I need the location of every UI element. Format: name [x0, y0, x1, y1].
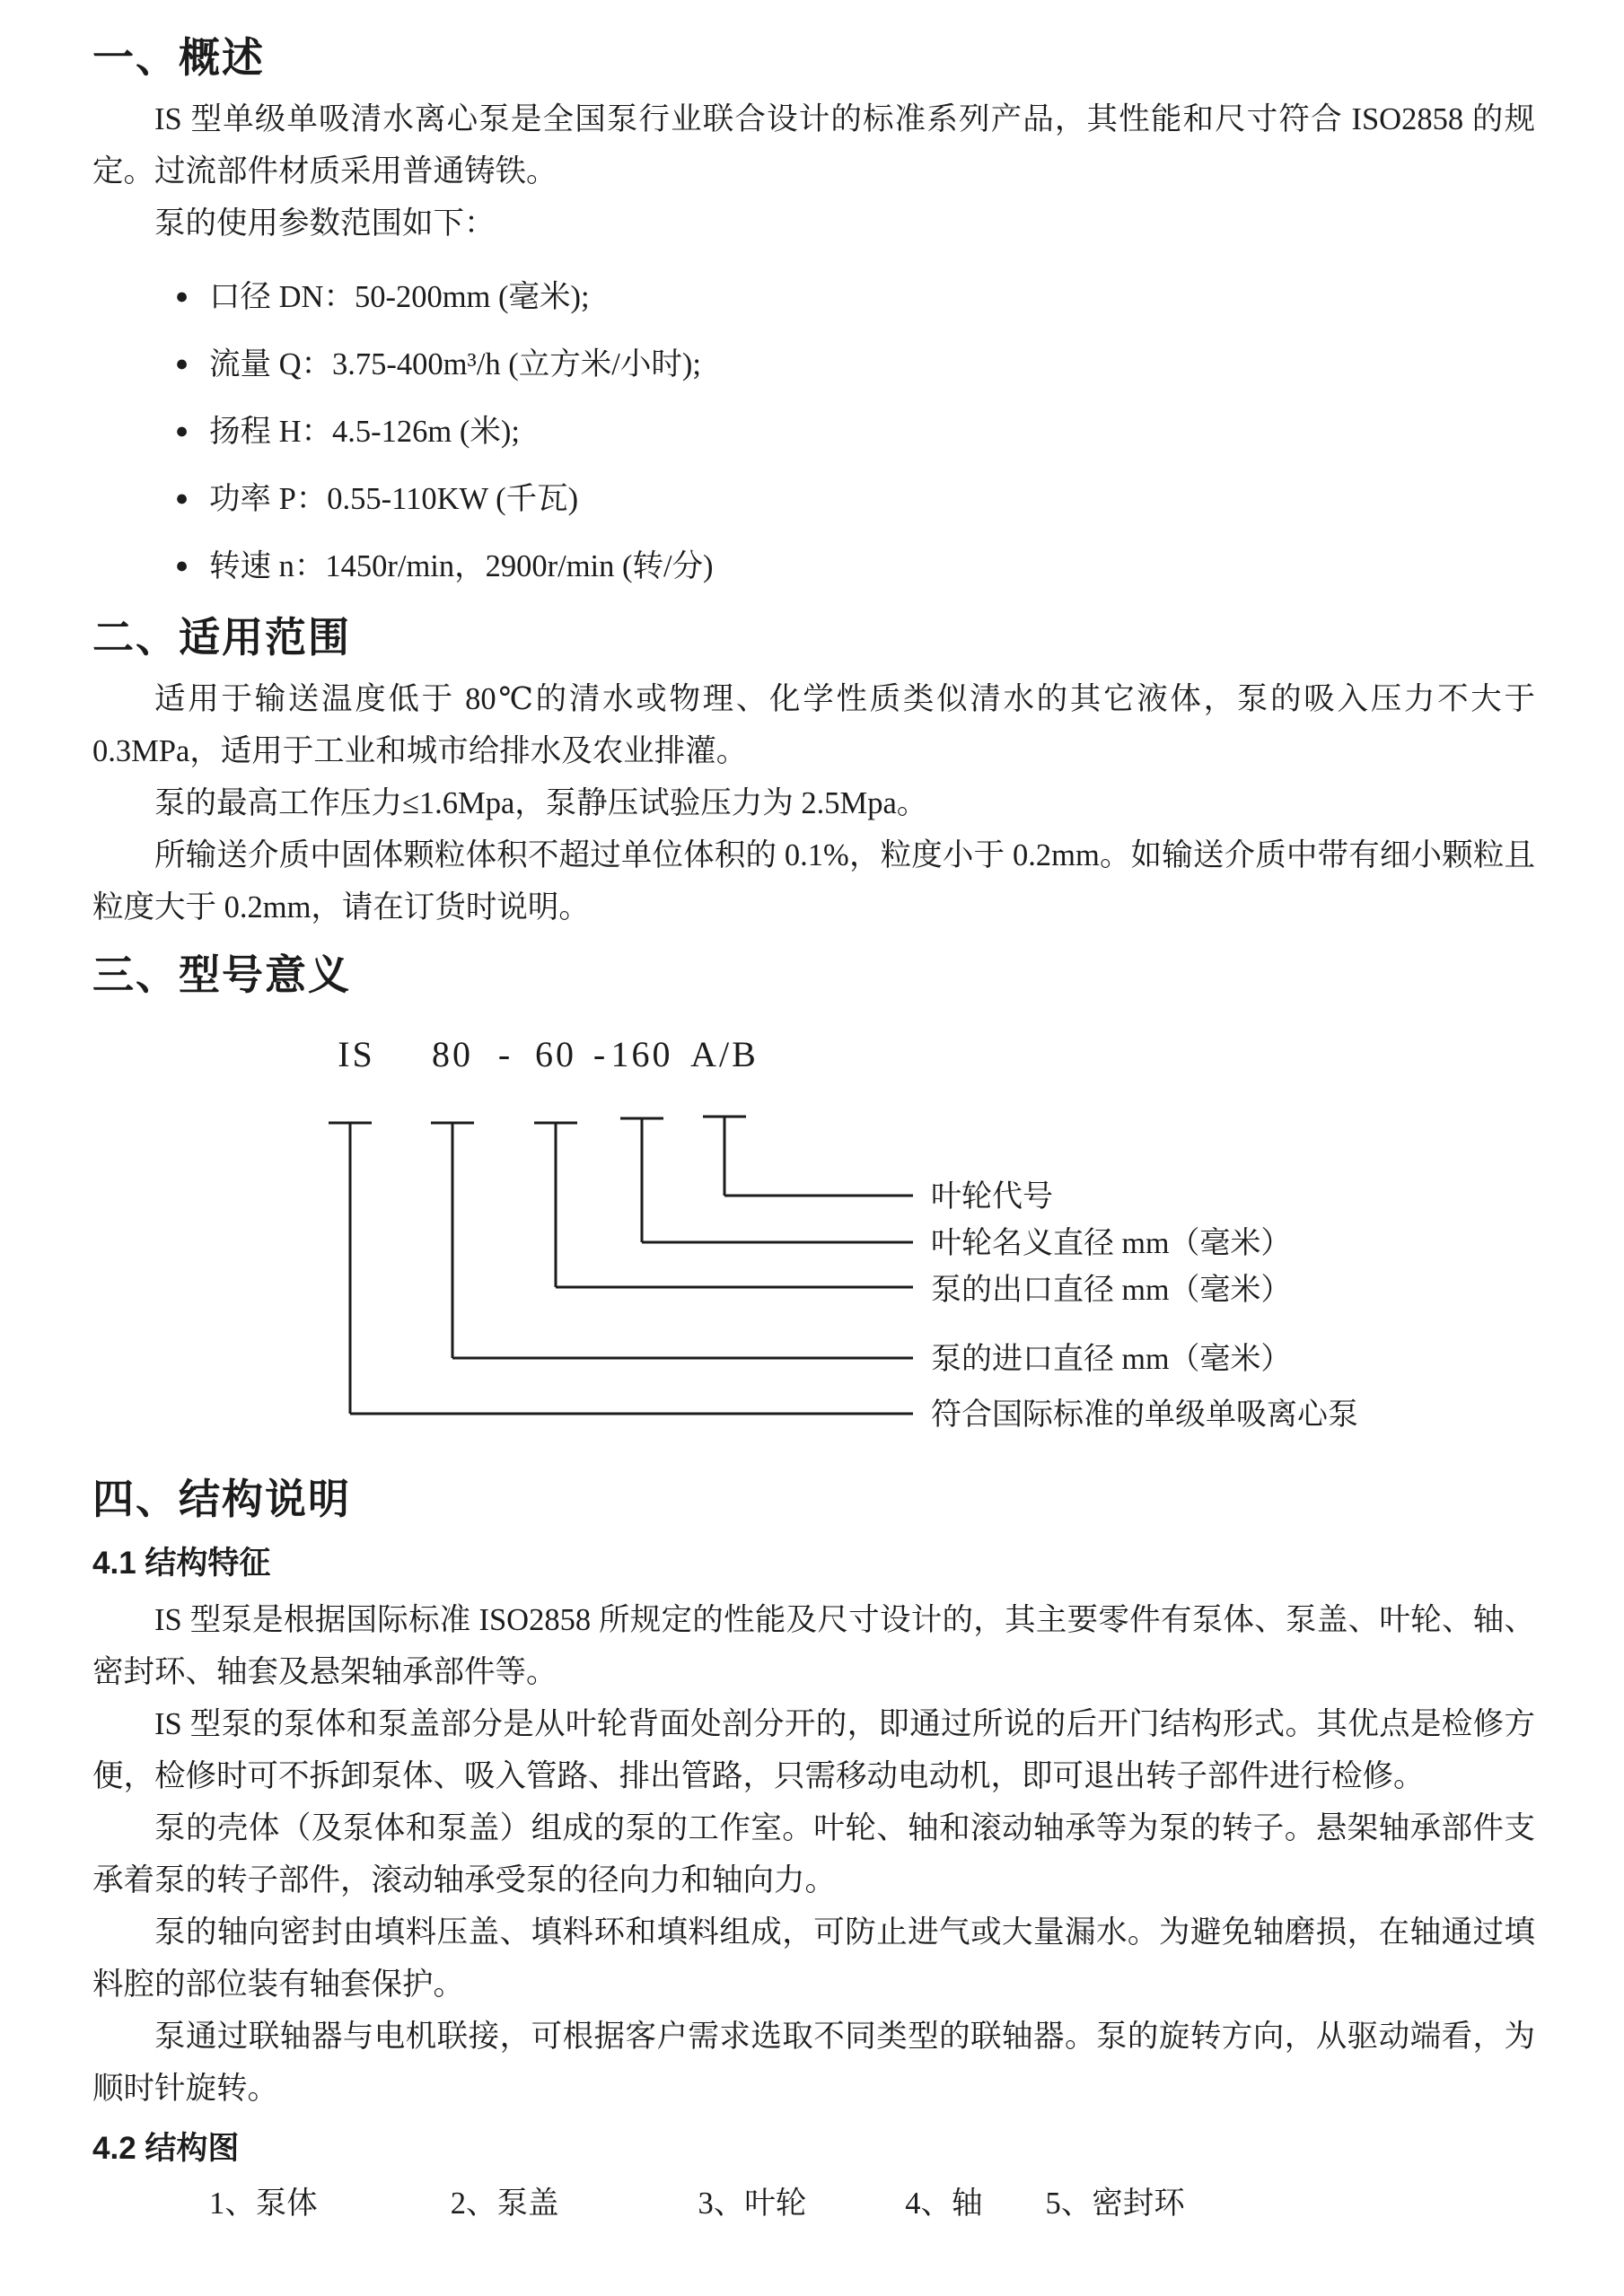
model-code-series: IS — [338, 1034, 375, 1074]
bullet-icon: ● — [175, 554, 189, 578]
part-label: 3、叶轮 — [698, 2186, 807, 2221]
param-item — [175, 540, 1535, 596]
model-code-inlet: 80 — [432, 1034, 473, 1074]
overview-paragraph: IS 型单级单吸清水离心泵是全国泵行业联合设计的标准系列产品，其性能和尺寸符合 ISO2858 的规定。过流部件材质采用普通铸铁。 — [92, 102, 1535, 188]
part-label: 5、密封环 — [1045, 2186, 1185, 2221]
section-4-heading: 四、结构说明 — [92, 1476, 351, 1522]
model-label-inlet-diameter: 泵的进口直径 mm（毫米） — [931, 1343, 1292, 1376]
param-text: 口径 DN：50-200mm (毫米); — [209, 280, 590, 314]
model-code-dash: - — [593, 1034, 609, 1074]
part-label: 1、泵体 — [209, 2186, 318, 2221]
model-code-outlet: 60 — [535, 1034, 576, 1074]
param-text: 转速 n：1450r/min，2900r/min (转/分) — [209, 549, 714, 583]
param-text: 流量 Q：3.75-400m³/h (立方米/小时); — [209, 347, 701, 381]
structure-paragraph-1: IS 型泵是根据国际标准 ISO2858 所规定的性能及尺寸设计的，其主要零件有泵体、泵盖、叶轮、轴、密封环、轴套及悬架轴承部件等。 — [92, 1603, 1535, 1689]
section-2-heading: 二、适用范围 — [92, 614, 351, 661]
bullet-icon: ● — [175, 419, 189, 443]
param-item — [175, 271, 1535, 327]
bullet-icon: ● — [175, 285, 189, 309]
usage-params-intro: 泵的使用参数范围如下： — [154, 206, 496, 241]
part-label: 4、轴 — [905, 2186, 983, 2221]
section-3-heading: 三、型号意义 — [92, 951, 351, 998]
model-code-variant: A/B — [690, 1034, 759, 1074]
bullet-icon: ● — [175, 352, 189, 376]
subsection-41-heading: 4.1 结构特征 — [92, 1546, 271, 1581]
param-list — [92, 271, 1535, 596]
scope-paragraph-2: 泵的最高工作压力≤1.6Mpa，泵静压试验压力为 2.5Mpa。 — [154, 786, 928, 820]
parts-legend — [92, 2178, 1535, 2230]
model-code-dash: - — [497, 1034, 514, 1074]
model-label-pump-type: 符合国际标准的单级单吸离心泵 — [931, 1398, 1358, 1432]
structure-paragraph-5: 泵通过联轴器与电机联接，可根据客户需求选取不同类型的联轴器。泵的旋转方向，从驱动端看，为顺时针旋转。 — [92, 2020, 1535, 2106]
model-labels — [931, 1179, 1358, 1432]
structure-paragraph-4: 泵的轴向密封由填料压盖、填料环和填料组成，可防止进气或大量漏水。为避免轴磨损，在轴通过填料腔的部位装有轴套保护。 — [92, 1915, 1535, 2002]
structure-paragraph-2: IS 型泵的泵体和泵盖部分是从叶轮背面处剖分开的，即通过所说的后开门结构形式。其优点是检修方便，检修时可不拆卸泵体、吸入管路、排出管路，只需移动电动机，即可退出转子部件进行检修。 — [92, 1707, 1535, 1793]
param-item — [175, 473, 1535, 529]
model-label-outlet-diameter: 泵的出口直径 mm（毫米） — [931, 1274, 1292, 1307]
part-label: 2、泵盖 — [450, 2186, 559, 2221]
param-item — [175, 338, 1535, 394]
scope-paragraph-3: 所输送介质中固体颗粒体积不超过单位体积的 0.1%，粒度小于 0.2mm。如输送介质中带有细小颗粒且粒度大于 0.2mm，请在订货时说明。 — [92, 838, 1535, 925]
structure-paragraph-3: 泵的壳体（及泵体和泵盖）组成的泵的工作室。叶轮、轴和滚动轴承等为泵的转子。悬架轴承部件支承着泵的转子部件，滚动轴承受泵的径向力和轴向力。 — [92, 1811, 1535, 1897]
model-label-impeller-diameter: 叶轮名义直径 mm（毫米） — [931, 1227, 1292, 1260]
subsection-42-heading: 4.2 结构图 — [92, 2131, 240, 2166]
connector-lines — [329, 1117, 913, 1414]
param-text: 功率 P：0.55-110KW (千瓦) — [209, 482, 579, 516]
bullet-icon: ● — [175, 486, 189, 511]
model-code — [338, 1034, 759, 1074]
model-label-impeller-code: 叶轮代号 — [931, 1180, 1053, 1214]
param-text: 扬程 H：4.5-126m (米); — [209, 415, 520, 449]
model-designation-diagram — [92, 1011, 1535, 1458]
model-code-impeller: 160 — [610, 1034, 673, 1074]
section-1-heading: 一、概述 — [92, 34, 265, 81]
param-item — [175, 406, 1535, 461]
scope-paragraph-1: 适用于输送温度低于 80℃的清水或物理、化学性质类似清水的其它液体，泵的吸入压力不大于 0.3MPa，适用于工业和城市给排水及农业排灌。 — [92, 682, 1535, 768]
